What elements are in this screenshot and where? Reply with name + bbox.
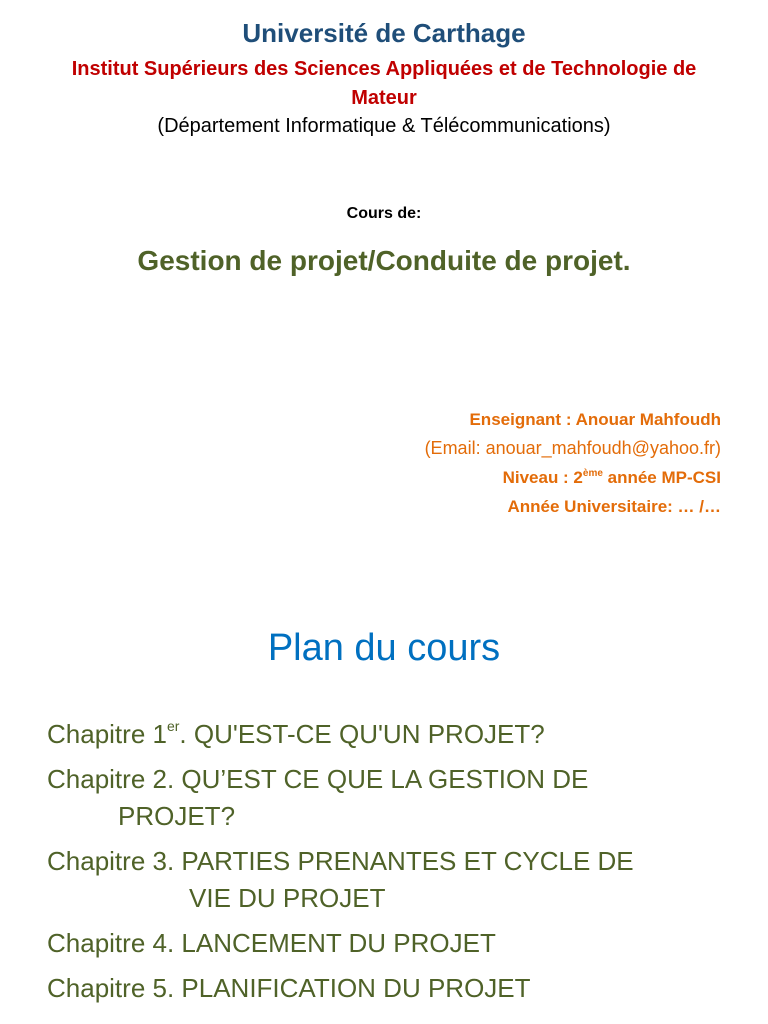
teacher-info [425,405,721,521]
university-name: Université de Carthage [242,18,526,48]
chapter-item-3 [47,843,747,917]
chapter-item-5: Chapitre 5. PLANIFICATION DU PROJET [47,973,531,1003]
institute-name [0,55,768,113]
chapter-1-text: . QU'EST-CE QU'UN PROJET? [179,719,545,749]
chapter-1-superscript: er [166,718,180,734]
chapter-item-2 [47,761,747,835]
chapter-item-4: Chapitre 4. LANCEMENT DU PROJET [47,928,496,958]
chapter-3-text: Chapitre 3. PARTIES PRENANTES ET CYCLE DE [47,846,634,876]
chapter-2-continuation: PROJET? [118,801,236,831]
chapter-3-continuation: VIE DU PROJET [189,883,386,913]
level-suffix: année MP-CSI [602,468,721,487]
chapter-list [47,716,747,1015]
institute-line-1: Institut Supérieurs des Sciences Appliquées et de Technologie de [71,58,697,80]
teacher-email: (Email: anouar_mahfoudh@yahoo.fr) [424,438,721,458]
teacher-level [425,463,721,492]
level-prefix: Niveau : 2 [502,468,583,487]
chapter-2-text: Chapitre 2. QU’EST CE QUE LA GESTION DE [47,764,589,794]
course-label: Cours de: [346,205,422,222]
teacher-name: Enseignant : Anouar Mahfoudh [469,410,721,429]
academic-year: Année Universitaire: … /… [507,497,721,516]
level-superscript: ème [582,468,603,479]
institute-line-2: Mateur [351,87,417,109]
course-title: Gestion de projet/Conduite de projet. [137,245,631,276]
chapter-1-prefix: Chapitre 1 [47,719,167,749]
chapter-item-1 [47,716,747,753]
department-name: (Département Informatique & Télécommunications) [157,115,611,137]
plan-title: Plan du cours [267,627,501,669]
